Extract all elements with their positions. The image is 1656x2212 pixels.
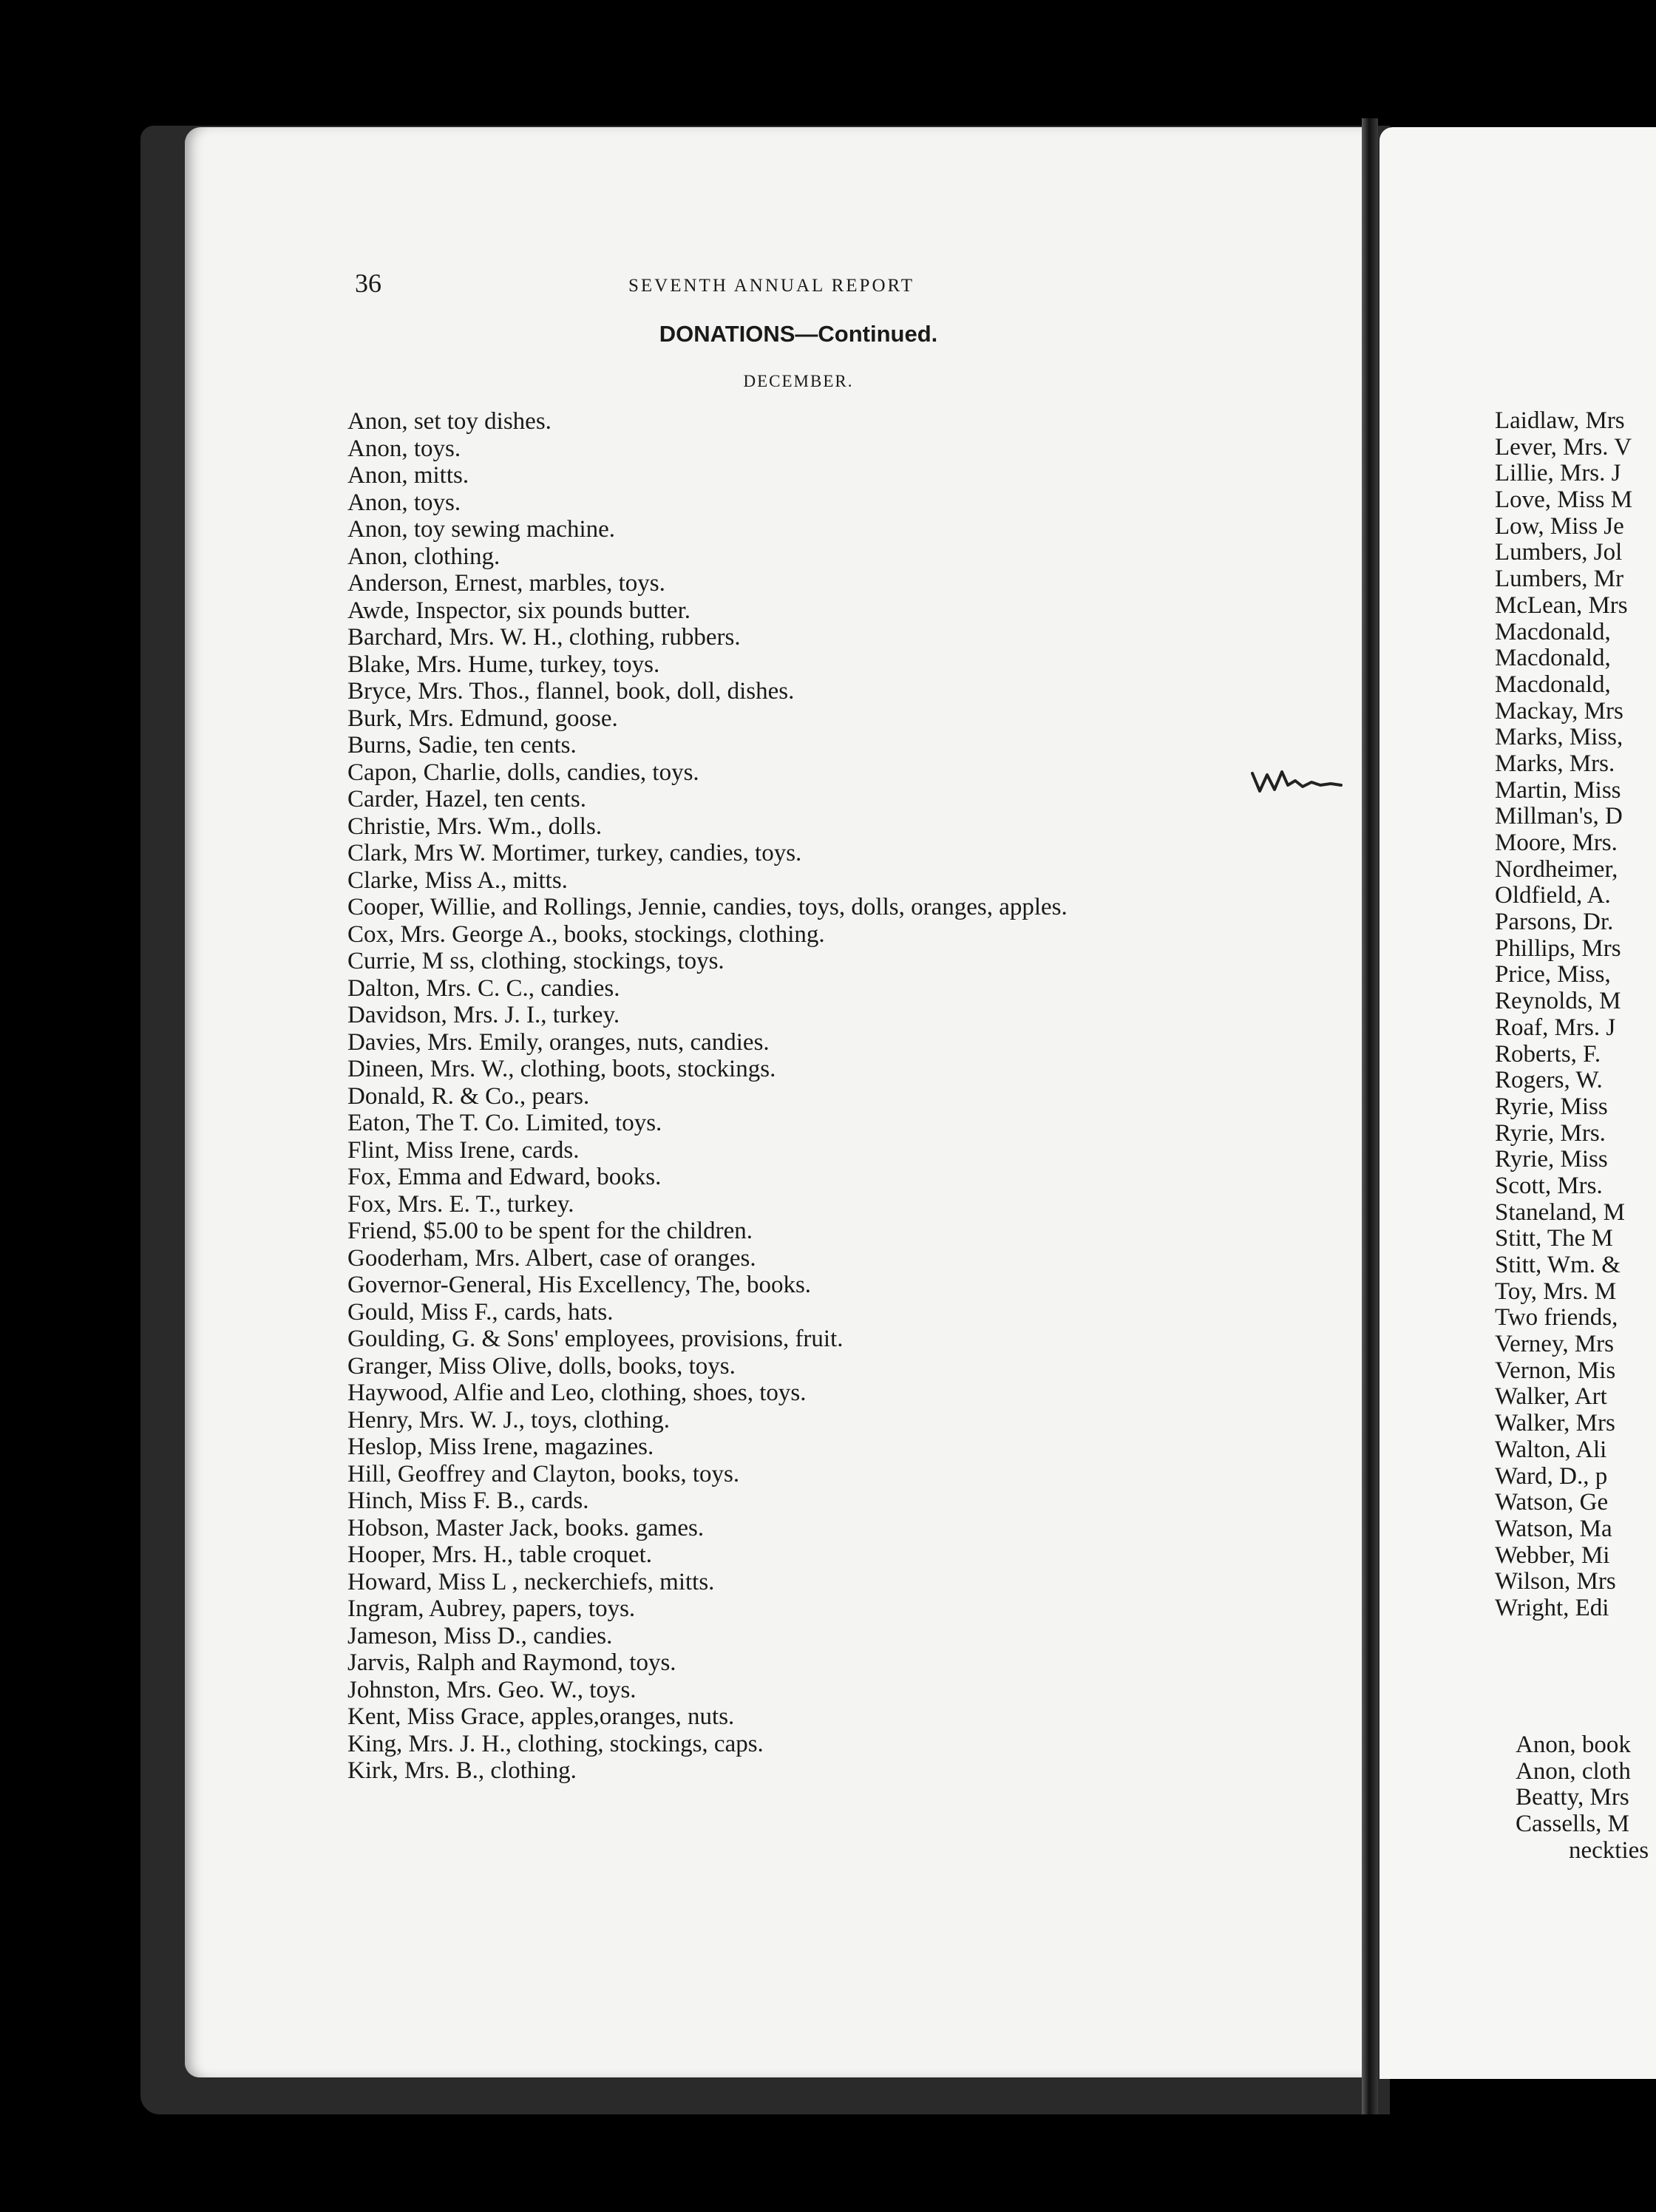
- donation-entry: Anon, toys.: [347, 489, 461, 516]
- donation-entry: Love, Miss M: [1495, 486, 1633, 514]
- donation-entry: Jameson, Miss D., candies.: [347, 1622, 613, 1649]
- donation-entry: Watson, Ge: [1495, 1489, 1609, 1516]
- donation-entry: Marks, Miss,: [1495, 724, 1623, 751]
- donation-entry: Roberts, F.: [1495, 1040, 1601, 1068]
- donation-entry: Macdonald,: [1495, 618, 1611, 645]
- donation-entry: Hinch, Miss F. B., cards.: [347, 1487, 589, 1514]
- donation-entry: Rogers, W.: [1495, 1067, 1603, 1094]
- right-donation-list-bottom: [1516, 1732, 1656, 1864]
- donation-entry: Martin, Miss: [1495, 776, 1621, 804]
- donation-entry: Price, Miss,: [1495, 961, 1611, 988]
- donation-entry: Burns, Sadie, ten cents.: [347, 732, 577, 759]
- donation-entry: Laidlaw, Mrs: [1495, 408, 1625, 434]
- donation-entry: Clark, Mrs W. Mortimer, turkey, candies, toys.: [347, 840, 802, 866]
- donation-entry: Anon, cloth: [1516, 1757, 1631, 1785]
- donation-entry: Kent, Miss Grace, apples,oranges, nuts.: [347, 1703, 735, 1730]
- donation-entry: Flint, Miss Irene, cards.: [347, 1136, 580, 1164]
- donation-entry: Scott, Mrs.: [1495, 1172, 1603, 1199]
- donation-entry: Millman's, D: [1495, 803, 1623, 830]
- running-head: SEVENTH ANNUAL REPORT: [628, 276, 914, 296]
- donation-entry: Eaton, The T. Co. Limited, toys.: [347, 1110, 662, 1136]
- donation-entry: Reynolds, M: [1495, 988, 1621, 1015]
- donation-entry: Walton, Ali: [1495, 1436, 1607, 1463]
- donation-entry: Davies, Mrs. Emily, oranges, nuts, candies.: [347, 1028, 770, 1056]
- donation-entry: Davidson, Mrs. J. I., turkey.: [347, 1002, 620, 1028]
- donation-entry: Clarke, Miss A., mitts.: [347, 866, 568, 894]
- right-donation-list-top: [1495, 408, 1656, 1622]
- donation-entry: Governor-General, His Excellency, The, books.: [347, 1272, 812, 1298]
- donation-entry: Anon, toys.: [347, 435, 461, 462]
- donation-entry: Cooper, Willie, and Rollings, Jennie, candies, toys, dolls, oranges, apples.: [347, 894, 1068, 920]
- donation-entry: Bryce, Mrs. Thos., flannel, book, doll, dishes.: [347, 678, 795, 705]
- donation-entry: Donald, R. & Co., pears.: [347, 1082, 590, 1110]
- donation-entry: Anderson, Ernest, marbles, toys.: [347, 570, 665, 597]
- donation-entry: Ryrie, Miss: [1495, 1093, 1608, 1120]
- donation-entry: Wright, Edi: [1495, 1594, 1609, 1621]
- donation-entry: Mackay, Mrs: [1495, 697, 1623, 725]
- donation-entry: Friend, $5.00 to be spent for the children.: [347, 1218, 753, 1244]
- donation-entry: Johnston, Mrs. Geo. W., toys.: [347, 1676, 637, 1703]
- donation-entry: Blake, Mrs. Hume, turkey, toys.: [347, 651, 660, 678]
- donation-entry: Hobson, Master Jack, books. games.: [347, 1514, 705, 1541]
- donation-entry: Haywood, Alfie and Leo, clothing, shoes, toys.: [347, 1380, 807, 1406]
- donation-entry: neckties: [1569, 1836, 1649, 1864]
- donation-entry: Henry, Mrs. W. J., toys, clothing.: [347, 1406, 671, 1434]
- donation-entry: Anon, book: [1516, 1732, 1631, 1758]
- page-number: 36: [355, 268, 381, 298]
- donation-entry: Dalton, Mrs. C. C., candies.: [347, 974, 620, 1002]
- donation-entry: Goulding, G. & Sons' employees, provisions, fruit.: [347, 1326, 844, 1352]
- donation-entry: Fox, Mrs. E. T., turkey.: [347, 1190, 574, 1218]
- donation-entry: Jarvis, Ralph and Raymond, toys.: [347, 1649, 676, 1676]
- donation-entry: Beatty, Mrs: [1516, 1784, 1629, 1811]
- donation-entry: Lumbers, Mr: [1495, 566, 1624, 593]
- donation-entry: Carder, Hazel, ten cents.: [347, 786, 587, 812]
- donation-entry: King, Mrs. J. H., clothing, stockings, caps.: [347, 1730, 764, 1757]
- donation-entry: Vernon, Mis: [1495, 1357, 1616, 1384]
- donation-entry: Ward, D., p: [1495, 1462, 1608, 1490]
- donation-entry: Anon, mitts.: [347, 462, 469, 489]
- donation-entry: Anon, set toy dishes.: [347, 408, 552, 435]
- donation-entry: Gould, Miss F., cards, hats.: [347, 1298, 614, 1326]
- donation-entry: Howard, Miss L , neckerchiefs, mitts.: [347, 1568, 715, 1595]
- donation-entry: Webber, Mi: [1495, 1541, 1610, 1569]
- month-heading: DECEMBER.: [743, 372, 854, 390]
- donation-entry: Currie, M ss, clothing, stockings, toys.: [347, 948, 724, 974]
- donation-entry: Ryrie, Mrs.: [1495, 1119, 1606, 1147]
- donation-entry: Ingram, Aubrey, papers, toys.: [347, 1595, 636, 1622]
- donation-entry: Fox, Emma and Edward, books.: [347, 1164, 662, 1190]
- donation-entry: Staneland, M: [1495, 1198, 1625, 1226]
- donation-entry: Stitt, Wm. &: [1495, 1252, 1621, 1278]
- donation-entry: Oldfield, A.: [1495, 882, 1611, 909]
- donation-entry: Lever, Mrs. V: [1495, 433, 1632, 461]
- donation-entry: Anon, toy sewing machine.: [347, 516, 616, 543]
- donation-entry: Parsons, Dr.: [1495, 909, 1614, 936]
- donation-entry: Hill, Geoffrey and Clayton, books, toys.: [347, 1460, 740, 1487]
- donation-entry: Wilson, Mrs: [1495, 1568, 1616, 1595]
- donation-entry: Hooper, Mrs. H., table croquet.: [347, 1541, 652, 1568]
- donation-entry: Phillips, Mrs: [1495, 934, 1621, 962]
- donation-entry: Lillie, Mrs. J: [1495, 460, 1621, 487]
- pencil-mark: [1249, 760, 1346, 797]
- donation-entry: Anon, clothing.: [347, 543, 500, 570]
- donation-entry: Moore, Mrs.: [1495, 830, 1618, 856]
- donation-entry: Low, Miss Je: [1495, 512, 1624, 540]
- donation-entry: Kirk, Mrs. B., clothing.: [347, 1757, 577, 1784]
- donation-entry: Stitt, The M: [1495, 1225, 1613, 1252]
- donation-entry: Ryrie, Miss: [1495, 1146, 1608, 1173]
- donation-entry: Walker, Art: [1495, 1383, 1607, 1411]
- donation-entry: Walker, Mrs: [1495, 1410, 1615, 1437]
- donation-entry: Christie, Mrs. Wm., dolls.: [347, 812, 603, 840]
- donation-entry: Cox, Mrs. George A., books, stockings, clothing.: [347, 920, 825, 948]
- donation-entry: Nordheimer,: [1495, 855, 1618, 883]
- donation-entry: Roaf, Mrs. J: [1495, 1014, 1616, 1041]
- donation-entry: Heslop, Miss Irene, magazines.: [347, 1434, 654, 1460]
- section-title: DONATIONS—Continued.: [659, 321, 938, 347]
- donation-entry: Macdonald,: [1495, 645, 1611, 672]
- donation-entry: Marks, Mrs.: [1495, 750, 1615, 777]
- donation-entry: Verney, Mrs: [1495, 1331, 1614, 1358]
- donation-entry: Gooderham, Mrs. Albert, case of oranges.: [347, 1244, 756, 1272]
- donation-entry: Cassells, M: [1516, 1811, 1630, 1838]
- donation-entry: Toy, Mrs. M: [1495, 1278, 1617, 1305]
- donation-entry: McLean, Mrs: [1495, 591, 1628, 619]
- left-donation-list: [347, 408, 1309, 1785]
- donation-entry: Awde, Inspector, six pounds butter.: [347, 597, 690, 624]
- donation-entry: Capon, Charlie, dolls, candies, toys.: [347, 759, 699, 786]
- donation-entry: Dineen, Mrs. W., clothing, boots, stockings.: [347, 1056, 776, 1082]
- book-gutter: [1362, 118, 1378, 2114]
- donation-entry: Macdonald,: [1495, 671, 1611, 698]
- donation-entry: Granger, Miss Olive, dolls, books, toys.: [347, 1352, 736, 1380]
- donation-entry: Lumbers, Jol: [1495, 539, 1623, 566]
- donation-entry: Barchard, Mrs. W. H., clothing, rubbers.: [347, 624, 741, 651]
- donation-entry: Burk, Mrs. Edmund, goose.: [347, 705, 618, 732]
- donation-entry: Watson, Ma: [1495, 1515, 1612, 1542]
- donation-entry: Two friends,: [1495, 1304, 1618, 1331]
